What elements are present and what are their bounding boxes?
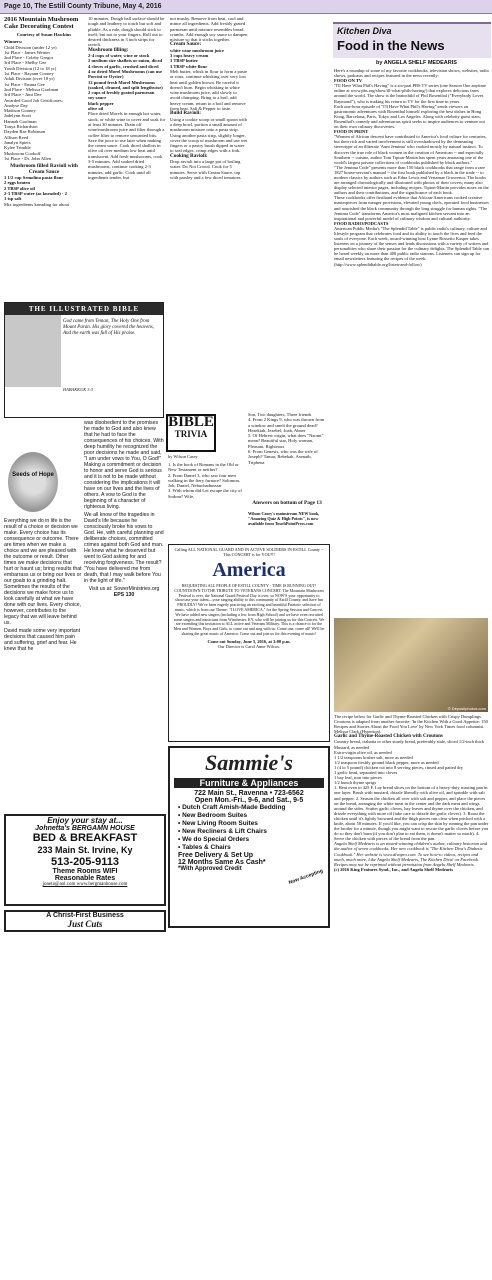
kitchen-p5: These cookbooks offer firsthand evidence that African-Americans cooked creative masterpieces from meager provisions, elevated young chefs, operated food businesses and nourished the black community through the long struggle for human rights. "The Jemima Code" transforms America's most maligned kitchen servant into an inspirational and powerful model of culinary wisdom and cultural authority.	[334, 195, 489, 221]
filling-item: olive oil	[88, 106, 104, 112]
trivia-logo	[166, 414, 216, 452]
seeds-left-text: Everything we do in life is the result of a choice or decision we make. Every choice has its consequence or outcome. There are times when we make a choice and we are pleased with the outcome or result. Other times we make decisions that hurt or haunt us; bring results that embarrass us or bring our lives or our goals to a grinding halt. Sometimes the results of the decisions we make force us to look carefully at what we have done with our lives. Every choice, however, contributes to the legacy that we will leave behind us.	[4, 518, 82, 626]
kitchen-p6: American Public Media's "The Splendid Table" is public radio's culinary, culture and lifestyle program that celebrates food and its ability to touch the lives and feed the souls of everyone. Each week, award-winning host Lynne Rossetto Kasper takes listeners on a journey of the senses and leads discussions with a variety of writers and personalities who share their passion for the culinary delights. The Splendid Table can be heard weekly on more than 400 public radio stations. Listeners can sign up for email newsletters featuring the recipes of the week. (http://www.splendidtable.org/listen-and-follow)	[334, 225, 490, 267]
bb-name: Johnetta's BERGAMN HOUSE	[35, 825, 135, 832]
recipe-column-3	[170, 16, 248, 300]
kitchen-h2: FOOD IN PRINT	[334, 129, 369, 135]
filling-item: 4 cloves of garlic, crushed and diced	[88, 63, 159, 69]
contest-column	[4, 16, 84, 300]
ingredient-item: 1 tsp salt	[4, 196, 22, 202]
america-body: REQUESTING ALL PEOPLE OF ESTILL COUNTY - TIME IS RUNNING OUT! COUNTDOWN TO THE TRIBUTE TO VETERANS CONCERT. The Mountain Mushroom Festival is over, the National Guard Festival Day is over, so NOW'S your opportunity to showcase your talent—your singing ability to this community of Estill County, and have fun PROUDLY! We've been eagerly practicing an exciting and beautiful Patriotic selection of music, which is from our Theme: "I LOVE AMERICA," for the Spring Session and Concert. We have added new singers (including a few from High School) and we have even recruited some singers and musicians from Winchester, KY, who will be joining us for this Concert. We are extending this invitation to ALL active and Veterans Military. This is a chance to for the Men and Women, Boys and Girls, to come out and sing with us. Come one, come all! We'll be sharing the great music of America. Come out and join us for this evening of music!	[173, 583, 325, 636]
kitchen-ingredient: 1/2 bunch thyme sprigs	[334, 780, 377, 786]
bb-phone: 513-205-9113	[51, 856, 119, 868]
america-heading: Calling ALL NATIONAL GUARD AND IN ACTIVE SOLDIERS IN ESTILL County ~ This CONCERT is for YOU!!!	[174, 547, 324, 557]
bb-email[interactable]: joneta@aol.com www.bergmanhouse.com	[42, 882, 128, 887]
contest-line: Janalyn Spiers	[4, 139, 31, 145]
contest-line: Adult Division (over 18 yr)	[4, 76, 55, 82]
sammie-item: • New Recliners & Lift Chairs	[178, 828, 267, 835]
recipe-title: Mushroom filled Ravioli with Cream Sauce	[10, 163, 78, 176]
trivia-question: 6. From Genesis, who was the wife of Joseph? Tamar, Rebekah, Asenath, Triphena	[248, 449, 318, 465]
contest-line: Tonya Richardson	[4, 124, 38, 130]
kitchen-byline: by ANGELA SHELF MEDEARIS	[376, 60, 457, 66]
contest-line: 1st Place - Rayann Cooney	[4, 71, 54, 77]
contest-courtesy: Courtesy of Susan Hawkins	[16, 32, 72, 37]
recipe-p7: Drop ravioli into a large pot of boiling water. Do Not Crowd. Cook for 5 minutes. Serve with Cream Sauce, top with parsley and a few diced tomatoes.	[170, 159, 242, 180]
sammie-items	[178, 804, 328, 852]
cream-item: 3 TBSP white flour	[170, 63, 208, 69]
sammie-item: • Tables & Chairs	[178, 844, 231, 851]
contest-line: Awarded Good Job Certificates:	[4, 97, 63, 103]
kitchen-steps: 1. Heat oven to 425 F. Lay bread slices on the bottom of a heavy-duty roasting pan in one layer. Brush with mustard, drizzle liberally with olive oil, and sprinkle with salt and pepper. 2. Season the chicken all over with salt and pepper, and place the pieces on the bread, arranging the white meat in the center and the dark meat and wings around the sides. Scatter garlic cloves, bay leaves and thyme over the chicken, and drizzle everything with more oil (take care to drizzle the garlic cloves). 3. Roast the chicken until it's lightly browned and the thigh pieces run clear when pricked with a knife, about 50 minutes. If you'd like, you can crisp the skin by running the pan under the broiler for a minute, though you might want to rescue the garlic cloves before you do so they don't burn (if you don't plan to eat them, it doesn't matter so much). 4. Serve the chicken with pieces of the bread from the pan.	[334, 785, 489, 842]
bb-enjoy: Enjoy your stay at...	[47, 816, 123, 825]
cream-list	[170, 48, 248, 69]
kitchen-ingredient: Country bread, ciabatta or other sturdy bread, preferably stale, sliced 1/2-inch thick	[334, 739, 484, 745]
seeds-mid-text: was disobedient to the promises he made to God and also knew that he had to face the consequences of his choices. With deep humility he recognized the poor decisions he made and said, "I am under vows to You, O God!" Making a commitment or decision to honor and serve God is serious and it is not to be made without considering the implications it will have on our lives and the lives of others. A vow to God is the beginning of a character of righteous living.	[84, 420, 164, 510]
trivia-question: 3. With whom did Lot escape the city of Sodom? Wife,	[168, 488, 242, 499]
jc-top: A Christ-First Business	[46, 912, 124, 919]
contest-line: 1st Place - Dr. John Allen	[4, 155, 51, 161]
seeds-visit[interactable]: Visit us at: SowerMinistries.org	[88, 586, 160, 592]
trivia-by: by Wilson Casey	[168, 454, 198, 459]
sammie-sub: Furniture & Appliances	[174, 778, 324, 788]
seeds-left	[4, 518, 82, 814]
contest-winners: Winners:	[4, 39, 23, 45]
kitchen-h3: FOOD RADIO/PODCASTS	[334, 220, 389, 226]
kitchen-bio: Angela Shelf Medearis is an award-winning children's author, culinary historian and the author of seven cookbooks. Her new cookbook is "The Kitchen Diva's Diabetic Cookbook." Her website is www.divapro.com. To see how-to videos, recipes and much, much more, Like Angela Shelf Medearis, The Kitchen Diva! on Facebook. Recipes may not be reprinted without permission from Angela Shelf Medearis.	[334, 841, 487, 867]
ingredients-list	[4, 175, 84, 201]
cream-heading: Cream Sauce:	[170, 41, 202, 48]
sammies-ad	[168, 746, 330, 928]
ingredient-item: 1 1/2 cup Semolina pasta flour	[4, 175, 64, 181]
ingredient-item: 2 TBSP olive oil	[4, 185, 35, 191]
recipe-column-2	[88, 16, 166, 300]
contest-line: Dayden Rae Robinson	[4, 129, 46, 135]
kitchen-p1: "I'll Have What Phil's Having" is a six-part PBS TV series (one Season One anytime online at www.pbs.org/show/ill-what-phils-having/) that explores delicious fares around the world. The show is the brainchild of Phil Rosenthal ("Everybody Loves Raymond"), who is making his return to TV for the first time in years.	[334, 83, 487, 104]
kitchen-ingredient: 1/2 teaspoon freshly ground black pepper, more as needed	[334, 759, 439, 765]
trivia-questions-2	[248, 412, 326, 498]
recipe-p1: Mix ingredients kneading for about	[4, 201, 70, 207]
bb-rooms: Theme Rooms WIFI	[52, 868, 118, 875]
kitchen-ingredient: 1 (4 to 5 pound) chicken cut into 8 serving pieces, rinsed and patted dry	[334, 764, 464, 770]
jc-name: Just Cuts	[67, 919, 103, 929]
ingredient-item: 2 eggs beaten	[4, 180, 31, 186]
sammie-item: • Dutch Craft Amish-Made Bedding	[178, 804, 286, 811]
kitchen-ingredient: 1 garlic head, separated into cloves	[334, 770, 398, 776]
contest-line: 2nd Place - Melissa Goolman	[4, 86, 59, 92]
kitchen-ingredient: Mustard, as needed	[334, 744, 369, 750]
kitchen-title: Food in the News	[337, 38, 445, 53]
bb-addr: 233 Main St. Irvine, Ky	[37, 845, 133, 855]
america-big: America	[212, 559, 286, 581]
bb-big: BED & BREAKFAST	[32, 832, 138, 844]
sammie-accepting: Now Accepting	[288, 868, 324, 886]
recipe-p5: Melt butter, whisk in flour to form a paste or roux, continue whisking over very low heat until golden brown. Be careful it doesn't burn. Begin whisking in white wine mushroom juice, add slowly to avoid clumping. Bring to a boil, add heavy cream, return to a boil and remove from heat. Salt & Pepper to taste.	[170, 68, 248, 112]
seeds-mid2: We all know of the tragedies in David's life because he consciously broke his vows to God. He, with careful planning and deliberate choices, committed crimes against both God and man. He knew what he deserved but went to God asking for and receiving forgiveness. The result? "You have delivered me from death, that I may walk before You in the light of life."	[84, 512, 164, 584]
illustrated-poem: God came from Teman, The Holy One from Mount Paran. His glory covered the heavens, And the earth was full of His praise.	[63, 319, 154, 336]
hands-illustration	[5, 315, 61, 387]
filling-list	[88, 53, 166, 111]
kitchen-tag: Kitchen Diva	[337, 26, 392, 36]
bible-trivia	[166, 412, 328, 540]
sammie-addr: 722 Main St., Ravenna • 723-6562	[194, 790, 304, 797]
contest-list	[4, 45, 84, 162]
kitchen-body	[334, 68, 490, 616]
recipe-p6: Using a cookie scoop or small spoon with a deep bowl, portion a small amount of mushroom mixture onto a pasta strip. Using another pasta strip, slightly longer, cover the scoop of mushroom and use wet fingers or a pastry brush dipped in water to seal edges, crimp edges with a fork.	[170, 116, 248, 154]
seeds-mid	[84, 420, 164, 814]
trivia-logo-1: BIBLE	[168, 414, 214, 430]
trivia-question: Son, Two daughters, Three friends	[248, 412, 312, 417]
filling-item: 4 oz dried Morel Mushrooms (can use Porcini or Oyster)	[88, 68, 163, 80]
kitchen-ingredient: 1 1/2 teaspoons kosher salt, more as needed	[334, 754, 413, 760]
recipe-p3: Place dried Morels in enough hot water, stock, or white wine to cover and soak for at least 30 minutes. Drain off wine/mushroom juice and filter through a coffee filter to remove unwanted bits. Save the juice to use later when making the cream sauce. Cook diced shallots in olive oil over medium low heat until translucent. Add fresh mushrooms, cook 3-5 minutes. Add soaked dried mushrooms, continue cooking 2-3 minutes, add garlic. Cook until all ingredients tender, but	[88, 111, 166, 180]
sammie-hours: Open Mon.-Fri., 9-6, and Sat., 9-5	[194, 797, 304, 804]
filling-item: 2 cups of freshly grated parmesan	[88, 90, 155, 96]
contest-line: 3rd Place - Jimi Dee	[4, 92, 42, 98]
contest-line: Hannah Goolman	[4, 118, 37, 124]
contest-line: Jadelynn Scott	[4, 113, 31, 119]
cream-item: white wine mushroom juice	[170, 47, 224, 53]
photo-credit: © Depositphotos.com	[447, 706, 486, 711]
illustrated-bible	[4, 302, 164, 418]
filling-item: soy sauce	[88, 95, 107, 101]
filling-item: 2 medium size shallots or onion, diced	[88, 58, 163, 64]
contest-title: 2016 Mountain Mushroom Cake Decorating Contest	[4, 16, 79, 30]
header-line: Page 10, The Estill County Tribune, May 4, 2016	[4, 3, 162, 10]
page-header	[0, 0, 492, 14]
trivia-note: Wilson Casey's mainstream NEW book, "Amazing Quiz & High Points", is now available from TouchPointPress.com	[248, 512, 320, 526]
seeds-left2: David made some very important decisions that caused him pain and suffering, grief and fear. He knew that he	[4, 628, 81, 652]
contest-line: Analyse Day	[4, 102, 28, 108]
trivia-questions-1	[168, 462, 242, 540]
contest-line: Child Division (under 12 yr)	[4, 44, 57, 50]
bb-rates: Reasonable Rates	[54, 875, 116, 882]
kitchen-p7: The recipe below for Garlic and Thyme-Roasted Chicken with Crispy Dumplings Croutons is adapted from another favorite: 'In the Kitchen With a Good Appetite: 150 Recipes and Stories About the Food You Love' by New York Times food columnist Melissa Clark (Hyperion).	[334, 714, 488, 735]
ingredient-item: 2-3 TBSP water (as kneaded) - 2	[4, 191, 67, 197]
contest-line: 3rd Place - Shelby Gee	[4, 60, 47, 66]
contest-line: Youth Division (12 to 18 yr)	[4, 65, 57, 71]
kitchen-recipe	[334, 714, 490, 926]
trivia-logo-2: TRIVIA	[174, 429, 208, 439]
america-date: Come out Sunday, June 5, 2016, at 3:00 p.m.	[207, 638, 291, 644]
cook-heading: Cooking Ravioli:	[170, 152, 208, 159]
contest-line: Mushroom Cookoff	[4, 150, 41, 156]
trivia-question: 5. Of Hebrew origin, what does "Naomi" mean? Beautiful star, Holy woman, Pleasant, Righteous	[248, 433, 324, 449]
filling-item: 12 pound fresh Morel Mushrooms (soaked, cleaned, and split lengthwise)	[88, 79, 163, 90]
kitchen-ingredients	[334, 739, 490, 785]
trivia-question: 1. Is the book of Romans in the Old or New Testament or neither?	[168, 462, 239, 473]
kitchen-copy: (c) 2016 King Features Synd., Inc., and Angela Shelf Medearis	[334, 866, 454, 872]
sammie-cash: 12 Months Same As Cash*	[178, 859, 266, 866]
seeds-title: Seeds of Hope	[12, 472, 54, 478]
filling-heading: Mushroom filling:	[88, 46, 129, 53]
filling-item: black pepper	[88, 100, 114, 106]
just-cuts-ad	[4, 910, 166, 932]
kitchen-p3: "Women of African descent have contributed to America's food culture for centuries, but their rich and varied involvement is still overshadowed by the demeaning stereotype of an illiterate 'Aunt Jemima' who cooked mostly by natural instinct. To discover the true role of black women in the creation of American -- and especially Southern -- cuisine, author Toni Tipton-Martin has spent years amassing one of the world's largest private collections of cookbooks published by black authors."	[334, 134, 487, 165]
kitchen-p4: "The Jemima Code" presents more than 150 black cookbooks that range from a rare 1827 house-servant's manual -- the first book published by a black in the trade -- to modern classics by authors such as Edna Lewis and Vertamae Grosvenor. The books are arranged chronologically and illustrated with photos of their covers; many also display selected interior pages, including recipes. Tipton-Martin provides notes on the authors and their contributions, and the significance of each book.	[334, 164, 489, 196]
kitchen-diva-header	[333, 22, 491, 58]
illustrated-ref: HABAKKUK 3:3	[63, 387, 94, 392]
cream-item: 3 TBSP butter	[170, 58, 198, 64]
recipe-p2: 10 minutes. Dough ball surface should be tough and leathery to touch but soft and pliable. As a rule, dough should stick to itself, but not to your fingers. Roll out to desired thickness in 3 inch strips for ravioli.	[88, 16, 165, 48]
build-heading: Build Ravioli:	[170, 110, 201, 117]
trivia-answers: Answers on bottom of Page 13	[252, 500, 322, 506]
seeds-graphic	[8, 452, 58, 512]
kitchen-rtitle: Garlic and Thyme-Roasted Chicken with Croutons	[334, 734, 443, 740]
trivia-question: 4. From 2 Kings 9, who was thrown from a window and smelt the ground dead? Hezekiah, Jezebel, Joab, Abner	[248, 417, 325, 433]
contest-line: Madison Gooney	[4, 108, 36, 114]
filling-item: 2-4 cups of water, wine or stock	[88, 53, 150, 59]
kitchen-p2: Each one-hour episode of "I'll Have What Phil's Having" sends viewers on gastronomic adventures with Rosenthal himself exploring the best dishes in Hong Kong, Barcelona, Paris, Tokyo and Los Angeles. Along with celebrity guest stars, Rosenthal's comedy and adventurous spirit seeks to inspire audiences to venture out on their own culinary discoveries.	[334, 103, 485, 130]
seeds-eps: EPS 130	[113, 592, 135, 598]
chicken-photo	[334, 618, 488, 712]
kitchen-ingredient: Extra-virgin olive oil, as needed	[334, 749, 392, 755]
contest-line: 1st Place - Emma Gee	[4, 81, 45, 87]
sammie-item: • New Living Room Suites	[178, 820, 258, 827]
contest-line: 1st Place - James Werner	[4, 49, 50, 55]
sammie-item: • New Bedroom Suites	[178, 812, 248, 819]
sammie-item: • We do Special Orders	[178, 836, 250, 843]
kitchen-h1: FOOD ON TV	[334, 78, 363, 84]
contest-line: Kylee Trimble	[4, 145, 31, 151]
kitchen-ingredient: 1 bay leaf, torn into pieces	[334, 775, 382, 781]
contest-line: Allison Reed	[4, 134, 29, 140]
sammie-credit: *With Approved Credit	[178, 866, 242, 872]
cream-item: 3 cups heavy cream	[170, 53, 209, 59]
sammie-name: Sammie's	[204, 750, 293, 775]
bergman-house-ad	[4, 814, 166, 906]
contest-line: 2nd Place - Coleby Gregor	[4, 55, 54, 61]
america-contact: Our Director is Carol Anne Wilcox.	[217, 643, 281, 649]
recipe-p4: not mushy. Remove from heat, cool and mince all ingredients. Add freshly grated parmesan until mixture resembles bread crumbs. Add enough soy sauce to dampen mixture so that it sticks together.	[170, 16, 248, 43]
kitchen-intro: Here's a roundup of some of my favorite cookbooks, television shows, websites, radio shows, podcasts and recipes featured in the news recently:	[334, 68, 489, 79]
trivia-question: 2. From Daniel 3, who saw four men walking in the fiery furnace? Solomon, Job, Daniel, Nebuchadnezzar	[168, 472, 240, 489]
illustrated-title: THE ILLUSTRATED BIBLE	[5, 303, 163, 315]
america-concert	[168, 544, 330, 742]
sammie-free: Free Delivery & Set Up	[178, 852, 254, 859]
